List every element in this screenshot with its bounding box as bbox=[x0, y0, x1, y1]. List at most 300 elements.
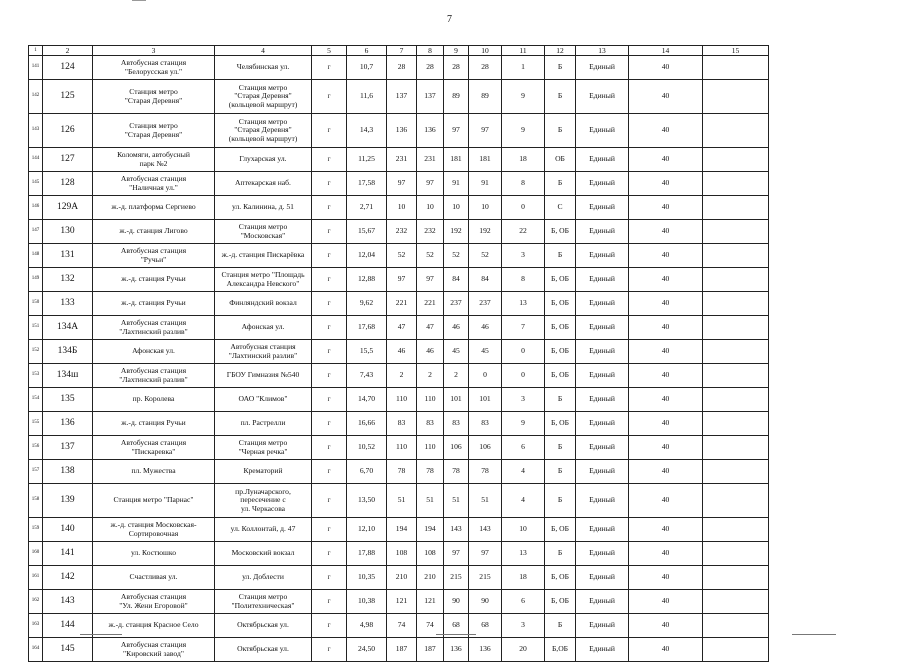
row-index-cell: 159 bbox=[29, 518, 43, 542]
route-number-cell: 130 bbox=[43, 220, 93, 244]
column-header: 7 bbox=[387, 46, 417, 56]
route-number-cell: 126 bbox=[43, 114, 93, 148]
vehicle-count-d-cell: 90 bbox=[469, 590, 502, 614]
reserve-count-cell: 0 bbox=[502, 364, 545, 388]
route-number-cell: 140 bbox=[43, 518, 93, 542]
row-index-cell: 150 bbox=[29, 292, 43, 316]
column-header: 1 bbox=[29, 46, 43, 56]
vehicle-count-b-cell: 97 bbox=[417, 172, 444, 196]
end-point-cell: ГБОУ Гимназия №540 bbox=[215, 364, 312, 388]
end-point-cell: Аптекарская наб. bbox=[215, 172, 312, 196]
route-length-cell: 17,58 bbox=[347, 172, 387, 196]
notes-cell bbox=[703, 566, 769, 590]
vehicle-count-c-cell: 68 bbox=[444, 614, 469, 638]
column-header: 5 bbox=[312, 46, 347, 56]
vehicle-count-b-cell: 52 bbox=[417, 244, 444, 268]
reserve-count-cell: 0 bbox=[502, 340, 545, 364]
column-header: 6 bbox=[347, 46, 387, 56]
end-point-cell: Станция метро "Площадь Александра Невского" bbox=[215, 268, 312, 292]
reserve-count-cell: 4 bbox=[502, 484, 545, 518]
max-speed-cell: 40 bbox=[629, 56, 703, 80]
vehicle-class-cell: Б bbox=[545, 244, 576, 268]
column-header: 2 bbox=[43, 46, 93, 56]
reserve-count-cell: 4 bbox=[502, 460, 545, 484]
max-speed-cell: 40 bbox=[629, 436, 703, 460]
end-point-cell: Крематорий bbox=[215, 460, 312, 484]
vehicle-count-d-cell: 68 bbox=[469, 614, 502, 638]
tariff-type-cell: Единый bbox=[576, 172, 629, 196]
vehicle-count-c-cell: 51 bbox=[444, 484, 469, 518]
route-type-cell: г bbox=[312, 388, 347, 412]
vehicle-count-b-cell: 110 bbox=[417, 388, 444, 412]
vehicle-count-c-cell: 52 bbox=[444, 244, 469, 268]
row-index-cell: 153 bbox=[29, 364, 43, 388]
vehicle-count-a-cell: 47 bbox=[387, 316, 417, 340]
max-speed-cell: 40 bbox=[629, 268, 703, 292]
column-header: 8 bbox=[417, 46, 444, 56]
end-point-cell: Станция метро "Московская" bbox=[215, 220, 312, 244]
notes-cell bbox=[703, 412, 769, 436]
route-length-cell: 12,10 bbox=[347, 518, 387, 542]
route-number-cell: 131 bbox=[43, 244, 93, 268]
route-number-cell: 134А bbox=[43, 316, 93, 340]
max-speed-cell: 40 bbox=[629, 460, 703, 484]
vehicle-count-a-cell: 231 bbox=[387, 148, 417, 172]
max-speed-cell: 40 bbox=[629, 364, 703, 388]
reserve-count-cell: 6 bbox=[502, 436, 545, 460]
tariff-type-cell: Единый bbox=[576, 316, 629, 340]
tariff-type-cell: Единый bbox=[576, 220, 629, 244]
vehicle-count-d-cell: 10 bbox=[469, 196, 502, 220]
route-number-cell: 133 bbox=[43, 292, 93, 316]
route-type-cell: г bbox=[312, 316, 347, 340]
route-type-cell: г bbox=[312, 80, 347, 114]
vehicle-count-a-cell: 210 bbox=[387, 566, 417, 590]
start-point-cell: пл. Мужества bbox=[93, 460, 215, 484]
route-length-cell: 17,68 bbox=[347, 316, 387, 340]
vehicle-count-a-cell: 51 bbox=[387, 484, 417, 518]
start-point-cell: Автобусная станция "Лахтинский разлив" bbox=[93, 364, 215, 388]
route-type-cell: г bbox=[312, 220, 347, 244]
route-length-cell: 2,71 bbox=[347, 196, 387, 220]
vehicle-count-a-cell: 110 bbox=[387, 436, 417, 460]
start-point-cell: Афонская ул. bbox=[93, 340, 215, 364]
tariff-type-cell: Единый bbox=[576, 148, 629, 172]
vehicle-class-cell: Б bbox=[545, 460, 576, 484]
table-row bbox=[29, 316, 769, 340]
route-number-cell: 135 bbox=[43, 388, 93, 412]
vehicle-count-a-cell: 10 bbox=[387, 196, 417, 220]
table-row bbox=[29, 518, 769, 542]
start-point-cell: Автобусная станция "Наличная ул." bbox=[93, 172, 215, 196]
route-number-cell: 138 bbox=[43, 460, 93, 484]
notes-cell bbox=[703, 542, 769, 566]
row-index-cell: 163 bbox=[29, 614, 43, 638]
column-header: 15 bbox=[703, 46, 769, 56]
vehicle-count-d-cell: 84 bbox=[469, 268, 502, 292]
vehicle-count-a-cell: 187 bbox=[387, 638, 417, 662]
max-speed-cell: 40 bbox=[629, 148, 703, 172]
route-length-cell: 16,66 bbox=[347, 412, 387, 436]
vehicle-count-c-cell: 106 bbox=[444, 436, 469, 460]
route-number-cell: 143 bbox=[43, 590, 93, 614]
route-length-cell: 14,3 bbox=[347, 114, 387, 148]
vehicle-count-a-cell: 121 bbox=[387, 590, 417, 614]
vehicle-count-c-cell: 97 bbox=[444, 114, 469, 148]
notes-cell bbox=[703, 614, 769, 638]
routes-table bbox=[28, 45, 769, 662]
route-length-cell: 14,70 bbox=[347, 388, 387, 412]
table-row bbox=[29, 114, 769, 148]
start-point-cell: Станция метро "Старая Деревня" bbox=[93, 80, 215, 114]
route-type-cell: г bbox=[312, 542, 347, 566]
table-row bbox=[29, 340, 769, 364]
vehicle-count-a-cell: 136 bbox=[387, 114, 417, 148]
row-index-cell: 157 bbox=[29, 460, 43, 484]
vehicle-count-a-cell: 46 bbox=[387, 340, 417, 364]
vehicle-class-cell: Б, ОБ bbox=[545, 518, 576, 542]
max-speed-cell: 40 bbox=[629, 388, 703, 412]
vehicle-count-c-cell: 97 bbox=[444, 542, 469, 566]
table-row bbox=[29, 388, 769, 412]
start-point-cell: ж.-д. платформа Сергиево bbox=[93, 196, 215, 220]
end-point-cell: Октябрьская ул. bbox=[215, 614, 312, 638]
vehicle-count-a-cell: 74 bbox=[387, 614, 417, 638]
vehicle-class-cell: Б bbox=[545, 56, 576, 80]
start-point-cell: ж.-д. станция Ручьи bbox=[93, 292, 215, 316]
bottom-rule-right bbox=[792, 634, 836, 635]
notes-cell bbox=[703, 460, 769, 484]
vehicle-count-d-cell: 237 bbox=[469, 292, 502, 316]
max-speed-cell: 40 bbox=[629, 114, 703, 148]
vehicle-count-a-cell: 108 bbox=[387, 542, 417, 566]
vehicle-count-c-cell: 84 bbox=[444, 268, 469, 292]
route-type-cell: г bbox=[312, 56, 347, 80]
end-point-cell: ул. Доблести bbox=[215, 566, 312, 590]
vehicle-class-cell: Б, ОБ bbox=[545, 590, 576, 614]
end-point-cell: ул. Калинина, д. 51 bbox=[215, 196, 312, 220]
reserve-count-cell: 9 bbox=[502, 80, 545, 114]
notes-cell bbox=[703, 436, 769, 460]
page-number: 7 bbox=[447, 14, 452, 25]
row-index-cell: 158 bbox=[29, 484, 43, 518]
tariff-type-cell: Единый bbox=[576, 364, 629, 388]
notes-cell bbox=[703, 220, 769, 244]
vehicle-count-b-cell: 194 bbox=[417, 518, 444, 542]
route-length-cell: 10,7 bbox=[347, 56, 387, 80]
vehicle-count-a-cell: 52 bbox=[387, 244, 417, 268]
vehicle-count-a-cell: 2 bbox=[387, 364, 417, 388]
table-row bbox=[29, 542, 769, 566]
row-index-cell: 160 bbox=[29, 542, 43, 566]
tariff-type-cell: Единый bbox=[576, 388, 629, 412]
vehicle-count-b-cell: 231 bbox=[417, 148, 444, 172]
vehicle-count-c-cell: 83 bbox=[444, 412, 469, 436]
route-length-cell: 10,52 bbox=[347, 436, 387, 460]
row-index-cell: 161 bbox=[29, 566, 43, 590]
notes-cell bbox=[703, 518, 769, 542]
vehicle-count-c-cell: 101 bbox=[444, 388, 469, 412]
notes-cell bbox=[703, 56, 769, 80]
end-point-cell: Автобусная станция "Лахтинский разлив" bbox=[215, 340, 312, 364]
max-speed-cell: 40 bbox=[629, 542, 703, 566]
vehicle-count-c-cell: 237 bbox=[444, 292, 469, 316]
row-index-cell: 154 bbox=[29, 388, 43, 412]
vehicle-class-cell: Б bbox=[545, 172, 576, 196]
end-point-cell: Станция метро "Старая Деревня" (кольцевой маршрут) bbox=[215, 114, 312, 148]
row-index-cell: 141 bbox=[29, 56, 43, 80]
route-type-cell: г bbox=[312, 148, 347, 172]
vehicle-count-b-cell: 47 bbox=[417, 316, 444, 340]
end-point-cell: ОАО "Климов" bbox=[215, 388, 312, 412]
max-speed-cell: 40 bbox=[629, 292, 703, 316]
route-length-cell: 9,62 bbox=[347, 292, 387, 316]
vehicle-count-a-cell: 221 bbox=[387, 292, 417, 316]
route-length-cell: 10,38 bbox=[347, 590, 387, 614]
start-point-cell: Автобусная станция "Лахтинский разлив" bbox=[93, 316, 215, 340]
start-point-cell: пр. Королева bbox=[93, 388, 215, 412]
column-header: 12 bbox=[545, 46, 576, 56]
tariff-type-cell: Единый bbox=[576, 292, 629, 316]
route-number-cell: 141 bbox=[43, 542, 93, 566]
route-number-cell: 136 bbox=[43, 412, 93, 436]
start-point-cell: Коломяги, автобусный парк №2 bbox=[93, 148, 215, 172]
end-point-cell: Станция метро "Старая Деревня" (кольцевой маршрут) bbox=[215, 80, 312, 114]
max-speed-cell: 40 bbox=[629, 518, 703, 542]
notes-cell bbox=[703, 196, 769, 220]
vehicle-count-d-cell: 0 bbox=[469, 364, 502, 388]
vehicle-count-a-cell: 137 bbox=[387, 80, 417, 114]
end-point-cell: Финляндский вокзал bbox=[215, 292, 312, 316]
tariff-type-cell: Единый bbox=[576, 268, 629, 292]
route-number-cell: 145 bbox=[43, 638, 93, 662]
table-row bbox=[29, 268, 769, 292]
tariff-type-cell: Единый bbox=[576, 114, 629, 148]
end-point-cell: Станция метро "Политехническая" bbox=[215, 590, 312, 614]
row-index-cell: 148 bbox=[29, 244, 43, 268]
vehicle-count-b-cell: 187 bbox=[417, 638, 444, 662]
end-point-cell: ул. Коллонтай, д. 47 bbox=[215, 518, 312, 542]
tariff-type-cell: Единый bbox=[576, 542, 629, 566]
row-index-cell: 164 bbox=[29, 638, 43, 662]
reserve-count-cell: 18 bbox=[502, 566, 545, 590]
vehicle-count-a-cell: 97 bbox=[387, 172, 417, 196]
reserve-count-cell: 3 bbox=[502, 244, 545, 268]
vehicle-count-b-cell: 108 bbox=[417, 542, 444, 566]
route-type-cell: г bbox=[312, 114, 347, 148]
vehicle-count-c-cell: 10 bbox=[444, 196, 469, 220]
route-type-cell: г bbox=[312, 340, 347, 364]
reserve-count-cell: 8 bbox=[502, 268, 545, 292]
route-length-cell: 6,70 bbox=[347, 460, 387, 484]
reserve-count-cell: 13 bbox=[502, 542, 545, 566]
start-point-cell: ул. Костюшко bbox=[93, 542, 215, 566]
route-number-cell: 129А bbox=[43, 196, 93, 220]
tariff-type-cell: Единый bbox=[576, 460, 629, 484]
route-type-cell: г bbox=[312, 590, 347, 614]
notes-cell bbox=[703, 244, 769, 268]
reserve-count-cell: 9 bbox=[502, 412, 545, 436]
vehicle-count-d-cell: 97 bbox=[469, 542, 502, 566]
route-length-cell: 7,43 bbox=[347, 364, 387, 388]
vehicle-count-c-cell: 89 bbox=[444, 80, 469, 114]
vehicle-class-cell: Б bbox=[545, 614, 576, 638]
end-point-cell: Афонская ул. bbox=[215, 316, 312, 340]
vehicle-count-d-cell: 215 bbox=[469, 566, 502, 590]
table-row bbox=[29, 460, 769, 484]
vehicle-class-cell: Б bbox=[545, 436, 576, 460]
vehicle-count-d-cell: 45 bbox=[469, 340, 502, 364]
vehicle-count-b-cell: 83 bbox=[417, 412, 444, 436]
vehicle-count-b-cell: 46 bbox=[417, 340, 444, 364]
route-number-cell: 144 bbox=[43, 614, 93, 638]
route-type-cell: г bbox=[312, 518, 347, 542]
column-header: 3 bbox=[93, 46, 215, 56]
reserve-count-cell: 18 bbox=[502, 148, 545, 172]
tariff-type-cell: Единый bbox=[576, 436, 629, 460]
vehicle-count-a-cell: 110 bbox=[387, 388, 417, 412]
tariff-type-cell: Единый bbox=[576, 566, 629, 590]
notes-cell bbox=[703, 364, 769, 388]
reserve-count-cell: 3 bbox=[502, 388, 545, 412]
vehicle-count-d-cell: 192 bbox=[469, 220, 502, 244]
vehicle-count-b-cell: 10 bbox=[417, 196, 444, 220]
column-header: 9 bbox=[444, 46, 469, 56]
column-header: 10 bbox=[469, 46, 502, 56]
route-type-cell: г bbox=[312, 268, 347, 292]
notes-cell bbox=[703, 484, 769, 518]
vehicle-class-cell: Б, ОБ bbox=[545, 268, 576, 292]
row-index-cell: 142 bbox=[29, 80, 43, 114]
notes-cell bbox=[703, 638, 769, 662]
max-speed-cell: 40 bbox=[629, 566, 703, 590]
vehicle-class-cell: ОБ bbox=[545, 148, 576, 172]
vehicle-count-a-cell: 97 bbox=[387, 268, 417, 292]
route-length-cell: 4,98 bbox=[347, 614, 387, 638]
vehicle-count-b-cell: 110 bbox=[417, 436, 444, 460]
route-type-cell: г bbox=[312, 412, 347, 436]
vehicle-count-d-cell: 136 bbox=[469, 638, 502, 662]
reserve-count-cell: 0 bbox=[502, 196, 545, 220]
vehicle-class-cell: Б bbox=[545, 484, 576, 518]
vehicle-count-a-cell: 28 bbox=[387, 56, 417, 80]
route-length-cell: 11,25 bbox=[347, 148, 387, 172]
start-point-cell: ж.-д. станция Ручьи bbox=[93, 412, 215, 436]
route-number-cell: 125 bbox=[43, 80, 93, 114]
table-row bbox=[29, 566, 769, 590]
tariff-type-cell: Единый bbox=[576, 590, 629, 614]
table-row bbox=[29, 590, 769, 614]
vehicle-count-b-cell: 74 bbox=[417, 614, 444, 638]
vehicle-count-c-cell: 46 bbox=[444, 316, 469, 340]
vehicle-count-d-cell: 97 bbox=[469, 114, 502, 148]
max-speed-cell: 40 bbox=[629, 638, 703, 662]
max-speed-cell: 40 bbox=[629, 196, 703, 220]
reserve-count-cell: 7 bbox=[502, 316, 545, 340]
vehicle-count-c-cell: 2 bbox=[444, 364, 469, 388]
start-point-cell: Автобусная станция "Пискаревка" bbox=[93, 436, 215, 460]
notes-cell bbox=[703, 148, 769, 172]
start-point-cell: ж.-д. станция Московская- Сортировочная bbox=[93, 518, 215, 542]
end-point-cell: пл. Растрелли bbox=[215, 412, 312, 436]
bottom-rule-left bbox=[80, 634, 122, 635]
tariff-type-cell: Единый bbox=[576, 196, 629, 220]
start-point-cell: Автобусная станция "Ручьи" bbox=[93, 244, 215, 268]
route-number-cell: 134Б bbox=[43, 340, 93, 364]
start-point-cell: Счастливая ул. bbox=[93, 566, 215, 590]
reserve-count-cell: 3 bbox=[502, 614, 545, 638]
row-index-cell: 146 bbox=[29, 196, 43, 220]
tariff-type-cell: Единый bbox=[576, 484, 629, 518]
route-number-cell: 128 bbox=[43, 172, 93, 196]
end-point-cell: Челябинская ул. bbox=[215, 56, 312, 80]
vehicle-count-c-cell: 136 bbox=[444, 638, 469, 662]
column-header: 14 bbox=[629, 46, 703, 56]
table-row bbox=[29, 484, 769, 518]
start-point-cell: Станция метро "Старая Деревня" bbox=[93, 114, 215, 148]
reserve-count-cell: 22 bbox=[502, 220, 545, 244]
end-point-cell: Станция метро "Черная речка" bbox=[215, 436, 312, 460]
table-row bbox=[29, 148, 769, 172]
vehicle-class-cell: Б bbox=[545, 388, 576, 412]
vehicle-count-a-cell: 83 bbox=[387, 412, 417, 436]
route-length-cell: 24,50 bbox=[347, 638, 387, 662]
reserve-count-cell: 1 bbox=[502, 56, 545, 80]
table-row bbox=[29, 172, 769, 196]
route-number-cell: 134ш bbox=[43, 364, 93, 388]
vehicle-class-cell: Б, ОБ bbox=[545, 340, 576, 364]
vehicle-count-d-cell: 101 bbox=[469, 388, 502, 412]
vehicle-count-b-cell: 121 bbox=[417, 590, 444, 614]
end-point-cell: ж.-д. станция Пискарёвка bbox=[215, 244, 312, 268]
route-length-cell: 15,67 bbox=[347, 220, 387, 244]
table-row bbox=[29, 196, 769, 220]
notes-cell bbox=[703, 172, 769, 196]
route-number-cell: 142 bbox=[43, 566, 93, 590]
vehicle-count-d-cell: 51 bbox=[469, 484, 502, 518]
vehicle-class-cell: Б, ОБ bbox=[545, 364, 576, 388]
vehicle-count-d-cell: 46 bbox=[469, 316, 502, 340]
max-speed-cell: 40 bbox=[629, 220, 703, 244]
start-point-cell: ж.-д. станция Ручьи bbox=[93, 268, 215, 292]
vehicle-count-d-cell: 83 bbox=[469, 412, 502, 436]
vehicle-count-b-cell: 2 bbox=[417, 364, 444, 388]
row-index-cell: 145 bbox=[29, 172, 43, 196]
route-type-cell: г bbox=[312, 244, 347, 268]
max-speed-cell: 40 bbox=[629, 172, 703, 196]
vehicle-count-c-cell: 215 bbox=[444, 566, 469, 590]
vehicle-count-b-cell: 97 bbox=[417, 268, 444, 292]
vehicle-count-c-cell: 91 bbox=[444, 172, 469, 196]
end-point-cell: Октябрьская ул. bbox=[215, 638, 312, 662]
vehicle-class-cell: Б bbox=[545, 80, 576, 114]
vehicle-count-c-cell: 78 bbox=[444, 460, 469, 484]
reserve-count-cell: 10 bbox=[502, 518, 545, 542]
tariff-type-cell: Единый bbox=[576, 244, 629, 268]
max-speed-cell: 40 bbox=[629, 244, 703, 268]
vehicle-class-cell: Б, ОБ bbox=[545, 316, 576, 340]
tariff-type-cell: Единый bbox=[576, 56, 629, 80]
vehicle-count-b-cell: 210 bbox=[417, 566, 444, 590]
table-row bbox=[29, 412, 769, 436]
reserve-count-cell: 20 bbox=[502, 638, 545, 662]
reserve-count-cell: 8 bbox=[502, 172, 545, 196]
vehicle-count-d-cell: 91 bbox=[469, 172, 502, 196]
notes-cell bbox=[703, 114, 769, 148]
route-length-cell: 15,5 bbox=[347, 340, 387, 364]
route-number-cell: 127 bbox=[43, 148, 93, 172]
column-header: 11 bbox=[502, 46, 545, 56]
